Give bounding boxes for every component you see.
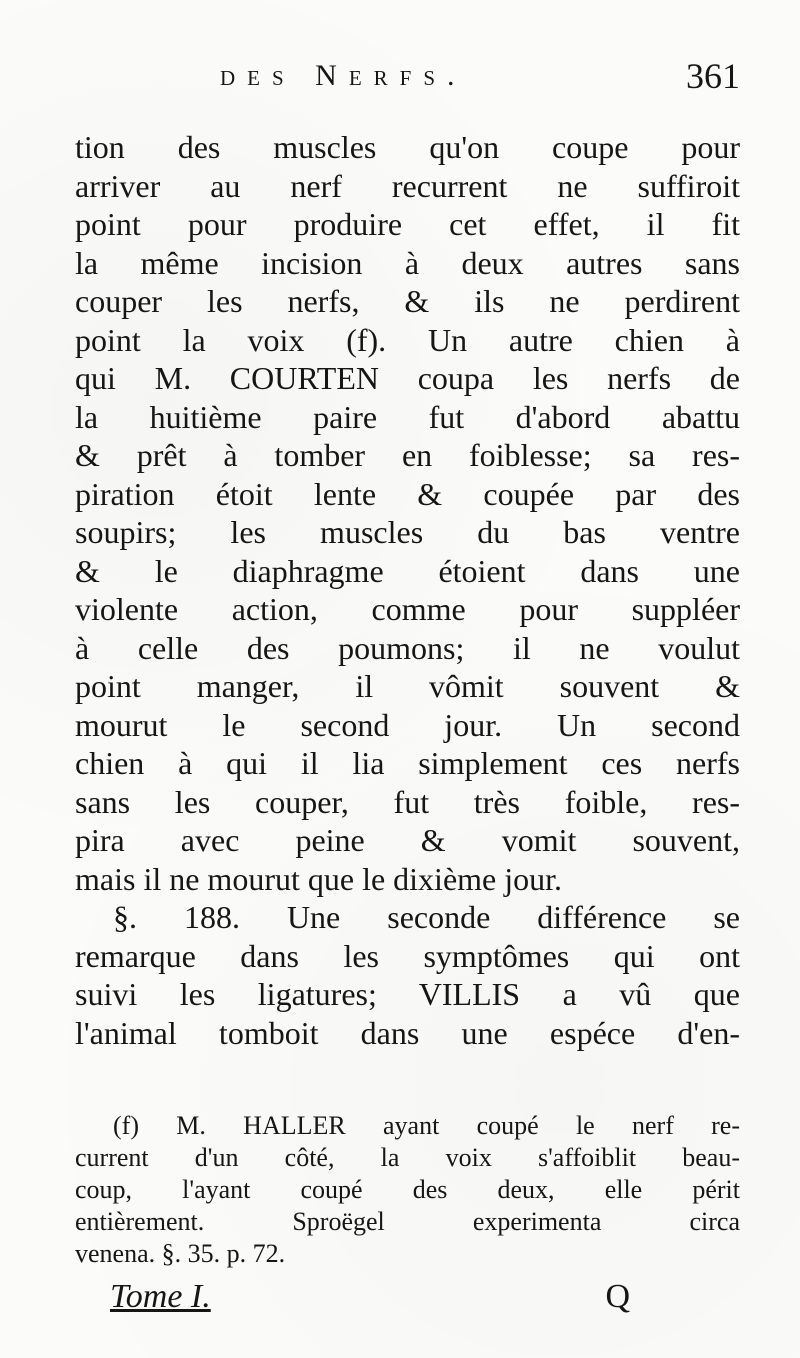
page-footer <box>110 1278 630 1328</box>
text-line: pira avec peine & vomit souvent, <box>75 822 740 858</box>
text-line: tion des muscles qu'on coupe pour <box>75 129 740 165</box>
text-line: soupirs; les muscles du bas ventre <box>75 514 740 550</box>
text-line: mourut le second jour. Un second <box>75 706 740 743</box>
text-line: la huitième paire fut d'abord abattu <box>75 398 740 435</box>
text-line: l'animal tomboit dans une espéce d'en- <box>75 1014 740 1051</box>
volume-signature: Tome I. <box>110 1278 211 1315</box>
text-line: & prêt à tomber en foiblesse; sa res- <box>75 437 740 473</box>
text-line: chien à qui il lia simplement ces nerfs <box>75 745 740 781</box>
footnote <box>75 1110 740 1270</box>
body-text <box>75 128 740 1052</box>
page-number: 361 <box>686 56 740 96</box>
text-line: couper les nerfs, & ils ne perdirent <box>75 283 740 319</box>
gathering-signature: Q <box>605 1278 630 1315</box>
page-header <box>70 55 750 105</box>
text-line: point la voix (f). Un autre chien à <box>75 321 740 358</box>
text-line: la même incision à deux autres sans <box>75 244 740 281</box>
text-line: remarque dans les symptômes qui ont <box>75 937 740 974</box>
text-line: sans les couper, fut très foible, res- <box>75 783 740 820</box>
text-line: mais il ne mourut que le dixième jour. <box>75 860 563 897</box>
text-line: violente action, comme pour suppléer <box>75 591 740 627</box>
footnote-line: entièrement. Sproëgel experimenta circa <box>75 1207 740 1236</box>
text-line: point pour produire cet effet, il fit <box>75 206 740 242</box>
text-line: arriver au nerf recurrent ne suffiroit <box>75 167 740 204</box>
section-start-line: §. 188. Une seconde différence se <box>113 899 740 935</box>
footnote-line: venena. §. 35. p. 72. <box>75 1239 286 1268</box>
text-line: piration étoit lente & coupée par des <box>75 475 740 512</box>
footnote-line: coup, l'ayant coupé des deux, elle périt <box>75 1175 740 1204</box>
text-line: à celle des poumons; il ne voulut <box>75 629 740 666</box>
footnote-line: (f) M. HALLER ayant coupé le nerf re- <box>113 1111 740 1140</box>
text-line: & le diaphragme étoient dans une <box>75 552 740 589</box>
running-head: des Nerfs. <box>220 59 467 92</box>
footnote-line: current d'un côté, la voix s'affoiblit beau- <box>75 1143 740 1172</box>
text-line: point manger, il vômit souvent & <box>75 668 740 704</box>
text-line: suivi les ligatures; VILLIS a vû que <box>75 976 740 1012</box>
text-line: qui M. COURTEN coupa les nerfs de <box>75 360 740 396</box>
